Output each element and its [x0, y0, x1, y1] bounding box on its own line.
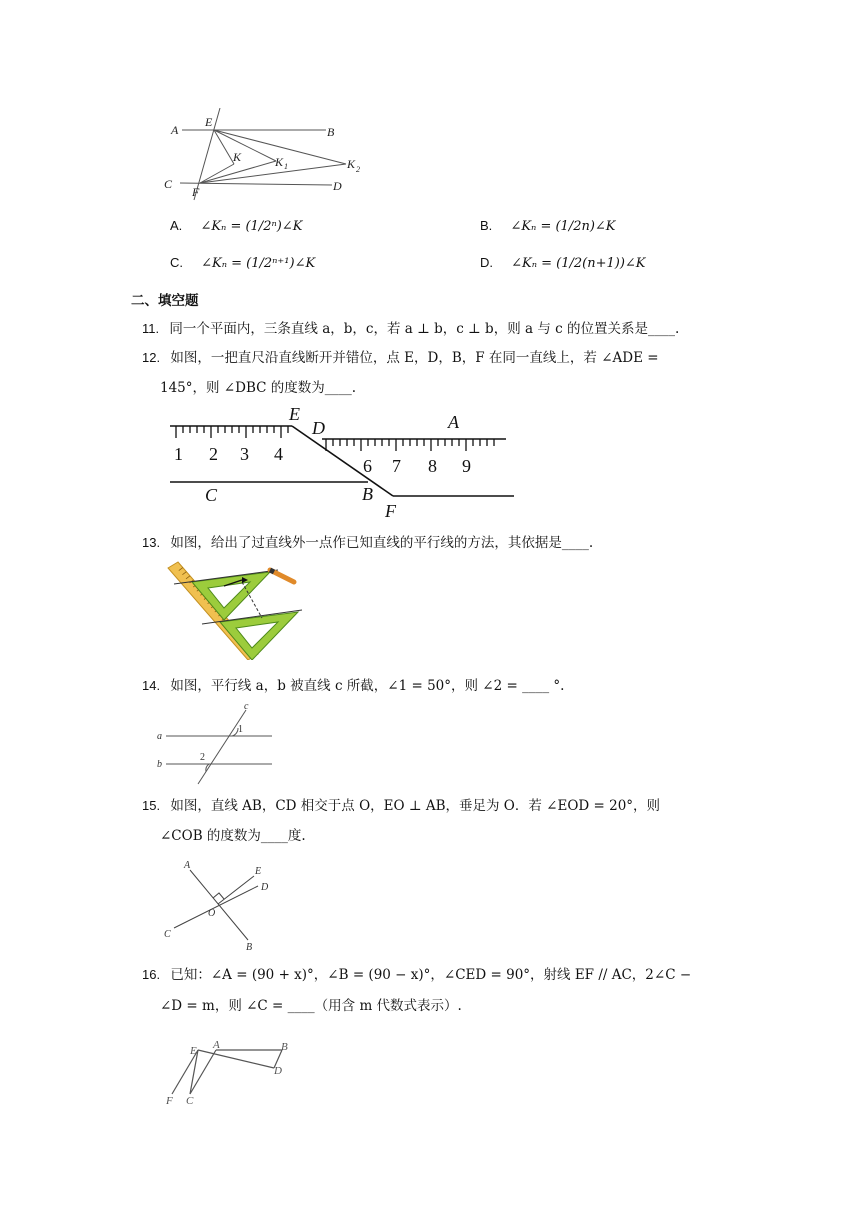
- question-16-number: 16.: [142, 967, 161, 982]
- fig12-label-a: A: [448, 412, 459, 432]
- fig10-label-k2-sub: 2: [356, 165, 360, 174]
- option-c-letter: C.: [170, 255, 183, 270]
- question-13-text: 如图，给出了过直线外一点作已知直线的平行线的方法，其依据是____.: [170, 535, 594, 551]
- fig14-angle-2: 2: [200, 752, 205, 763]
- figure-q14-parallel-lines: [154, 700, 279, 788]
- fig12-tick-2: 2: [209, 444, 218, 464]
- fig10-label-k2: K: [347, 157, 356, 171]
- question-16-line2-wrap: [160, 996, 462, 1016]
- fig10-label-k1: K: [275, 155, 284, 169]
- question-13-number: 13.: [142, 535, 161, 550]
- question-15: [142, 796, 660, 816]
- fig16-label-b: B: [281, 1041, 288, 1053]
- fig12-tick-9: 9: [462, 456, 471, 476]
- option-a[interactable]: [170, 216, 302, 237]
- section-title-fill-in: 二、填空题: [131, 293, 199, 309]
- fig16-label-d: D: [274, 1065, 282, 1077]
- fig12-label-f: F: [385, 501, 396, 520]
- question-15-line2: ∠COB 的度数为____度.: [160, 828, 306, 844]
- fig15-label-b: B: [246, 942, 253, 953]
- figure-q16-parallel-rays: [158, 1036, 308, 1110]
- option-d[interactable]: [480, 253, 646, 274]
- option-a-letter: A.: [170, 218, 183, 233]
- question-12: [142, 348, 659, 368]
- fig12-label-e: E: [289, 404, 300, 424]
- fig16-label-e: E: [190, 1045, 197, 1057]
- question-14: [142, 676, 564, 696]
- fig14-label-a: a: [157, 731, 162, 742]
- fig16-label-a: A: [213, 1039, 220, 1051]
- fig10-label-c: C: [164, 177, 173, 191]
- fig16-label-c: C: [186, 1095, 194, 1107]
- question-11: [142, 319, 679, 339]
- question-14-number: 14.: [142, 678, 161, 693]
- fig12-tick-4: 4: [274, 444, 283, 464]
- fig10-label-b: B: [327, 125, 335, 139]
- fig10-label-k: K: [233, 150, 242, 164]
- question-11-number: 11.: [142, 321, 160, 336]
- option-d-text: ∠Kₙ = (1/2(n+1))∠K: [511, 256, 646, 271]
- figure-q12-broken-ruler: [160, 402, 530, 520]
- question-11-text: 同一个平面内，三条直线 a，b，c，若 a ⊥ b，c ⊥ b，则 a 与 c 的位置关系是____.: [169, 321, 680, 337]
- option-a-text: ∠Kₙ = (1/2ⁿ)∠K: [200, 219, 303, 234]
- question-12-line1: 如图，一把直尺沿直线断开并错位，点 E，D，B，F 在同一直线上，若 ∠ADE =: [170, 350, 659, 366]
- question-16: [142, 965, 691, 985]
- fig12-label-b: B: [362, 484, 373, 504]
- question-15-line2-wrap: [160, 826, 306, 846]
- fig12-tick-1: 1: [174, 444, 183, 464]
- question-12-line2: 145°，则 ∠DBC 的度数为____.: [160, 380, 357, 396]
- fig15-label-o: O: [208, 908, 216, 919]
- question-15-line1: 如图，直线 AB，CD 相交于点 O，EO ⊥ AB，垂足为 O．若 ∠EOD = 20°，则: [170, 798, 661, 814]
- question-16-line1: 已知：∠A = (90 + x)°，∠B = (90 − x)°，∠CED = 90°，射线 EF // AC，2∠C −: [170, 967, 692, 983]
- question-16-line2: ∠D = m，则 ∠C = ____（用含 m 代数式表示）.: [160, 998, 462, 1014]
- option-b[interactable]: [480, 216, 616, 237]
- figure-q13-set-square-ruler: [162, 560, 307, 660]
- fig10-label-d: D: [333, 179, 342, 193]
- option-c[interactable]: [170, 253, 315, 274]
- option-b-text: ∠Kₙ = (1/2n)∠K: [510, 219, 616, 234]
- fig12-label-c: C: [205, 485, 218, 505]
- question-15-number: 15.: [142, 798, 161, 813]
- fig12-label-d: D: [312, 418, 325, 438]
- fig10-label-f: F: [192, 185, 200, 199]
- option-d-letter: D.: [480, 255, 493, 270]
- option-c-text: ∠Kₙ = (1/2ⁿ⁺¹)∠K: [201, 256, 316, 271]
- question-13: [142, 533, 593, 553]
- fig12-tick-6: 6: [363, 456, 372, 476]
- fig15-label-d: D: [261, 882, 269, 893]
- fig15-label-a: A: [184, 860, 191, 871]
- fig15-label-e: E: [255, 866, 262, 877]
- question-14-text: 如图，平行线 a，b 被直线 c 所截，∠1 = 50°，则 ∠2 = ____ °.: [170, 678, 565, 694]
- fig10-label-a: A: [171, 123, 179, 137]
- fig15-label-c: C: [164, 929, 171, 940]
- fig16-label-f: F: [166, 1095, 173, 1107]
- question-12-number: 12.: [142, 350, 161, 365]
- fig10-label-e: E: [205, 115, 213, 129]
- option-b-letter: B.: [480, 218, 493, 233]
- fig12-tick-3: 3: [240, 444, 249, 464]
- fig12-tick-8: 8: [428, 456, 437, 476]
- fig10-label-k1-sub: 1: [284, 162, 288, 171]
- fig14-label-b: b: [157, 759, 162, 770]
- question-12-line2-wrap: [160, 378, 356, 398]
- figure-q15-intersecting-lines: [160, 856, 280, 956]
- fig12-tick-7: 7: [392, 456, 401, 476]
- figure-q10-angle-bisectors: [160, 108, 370, 203]
- fig14-angle-1: 1: [238, 724, 243, 735]
- fig14-label-c: c: [244, 701, 249, 712]
